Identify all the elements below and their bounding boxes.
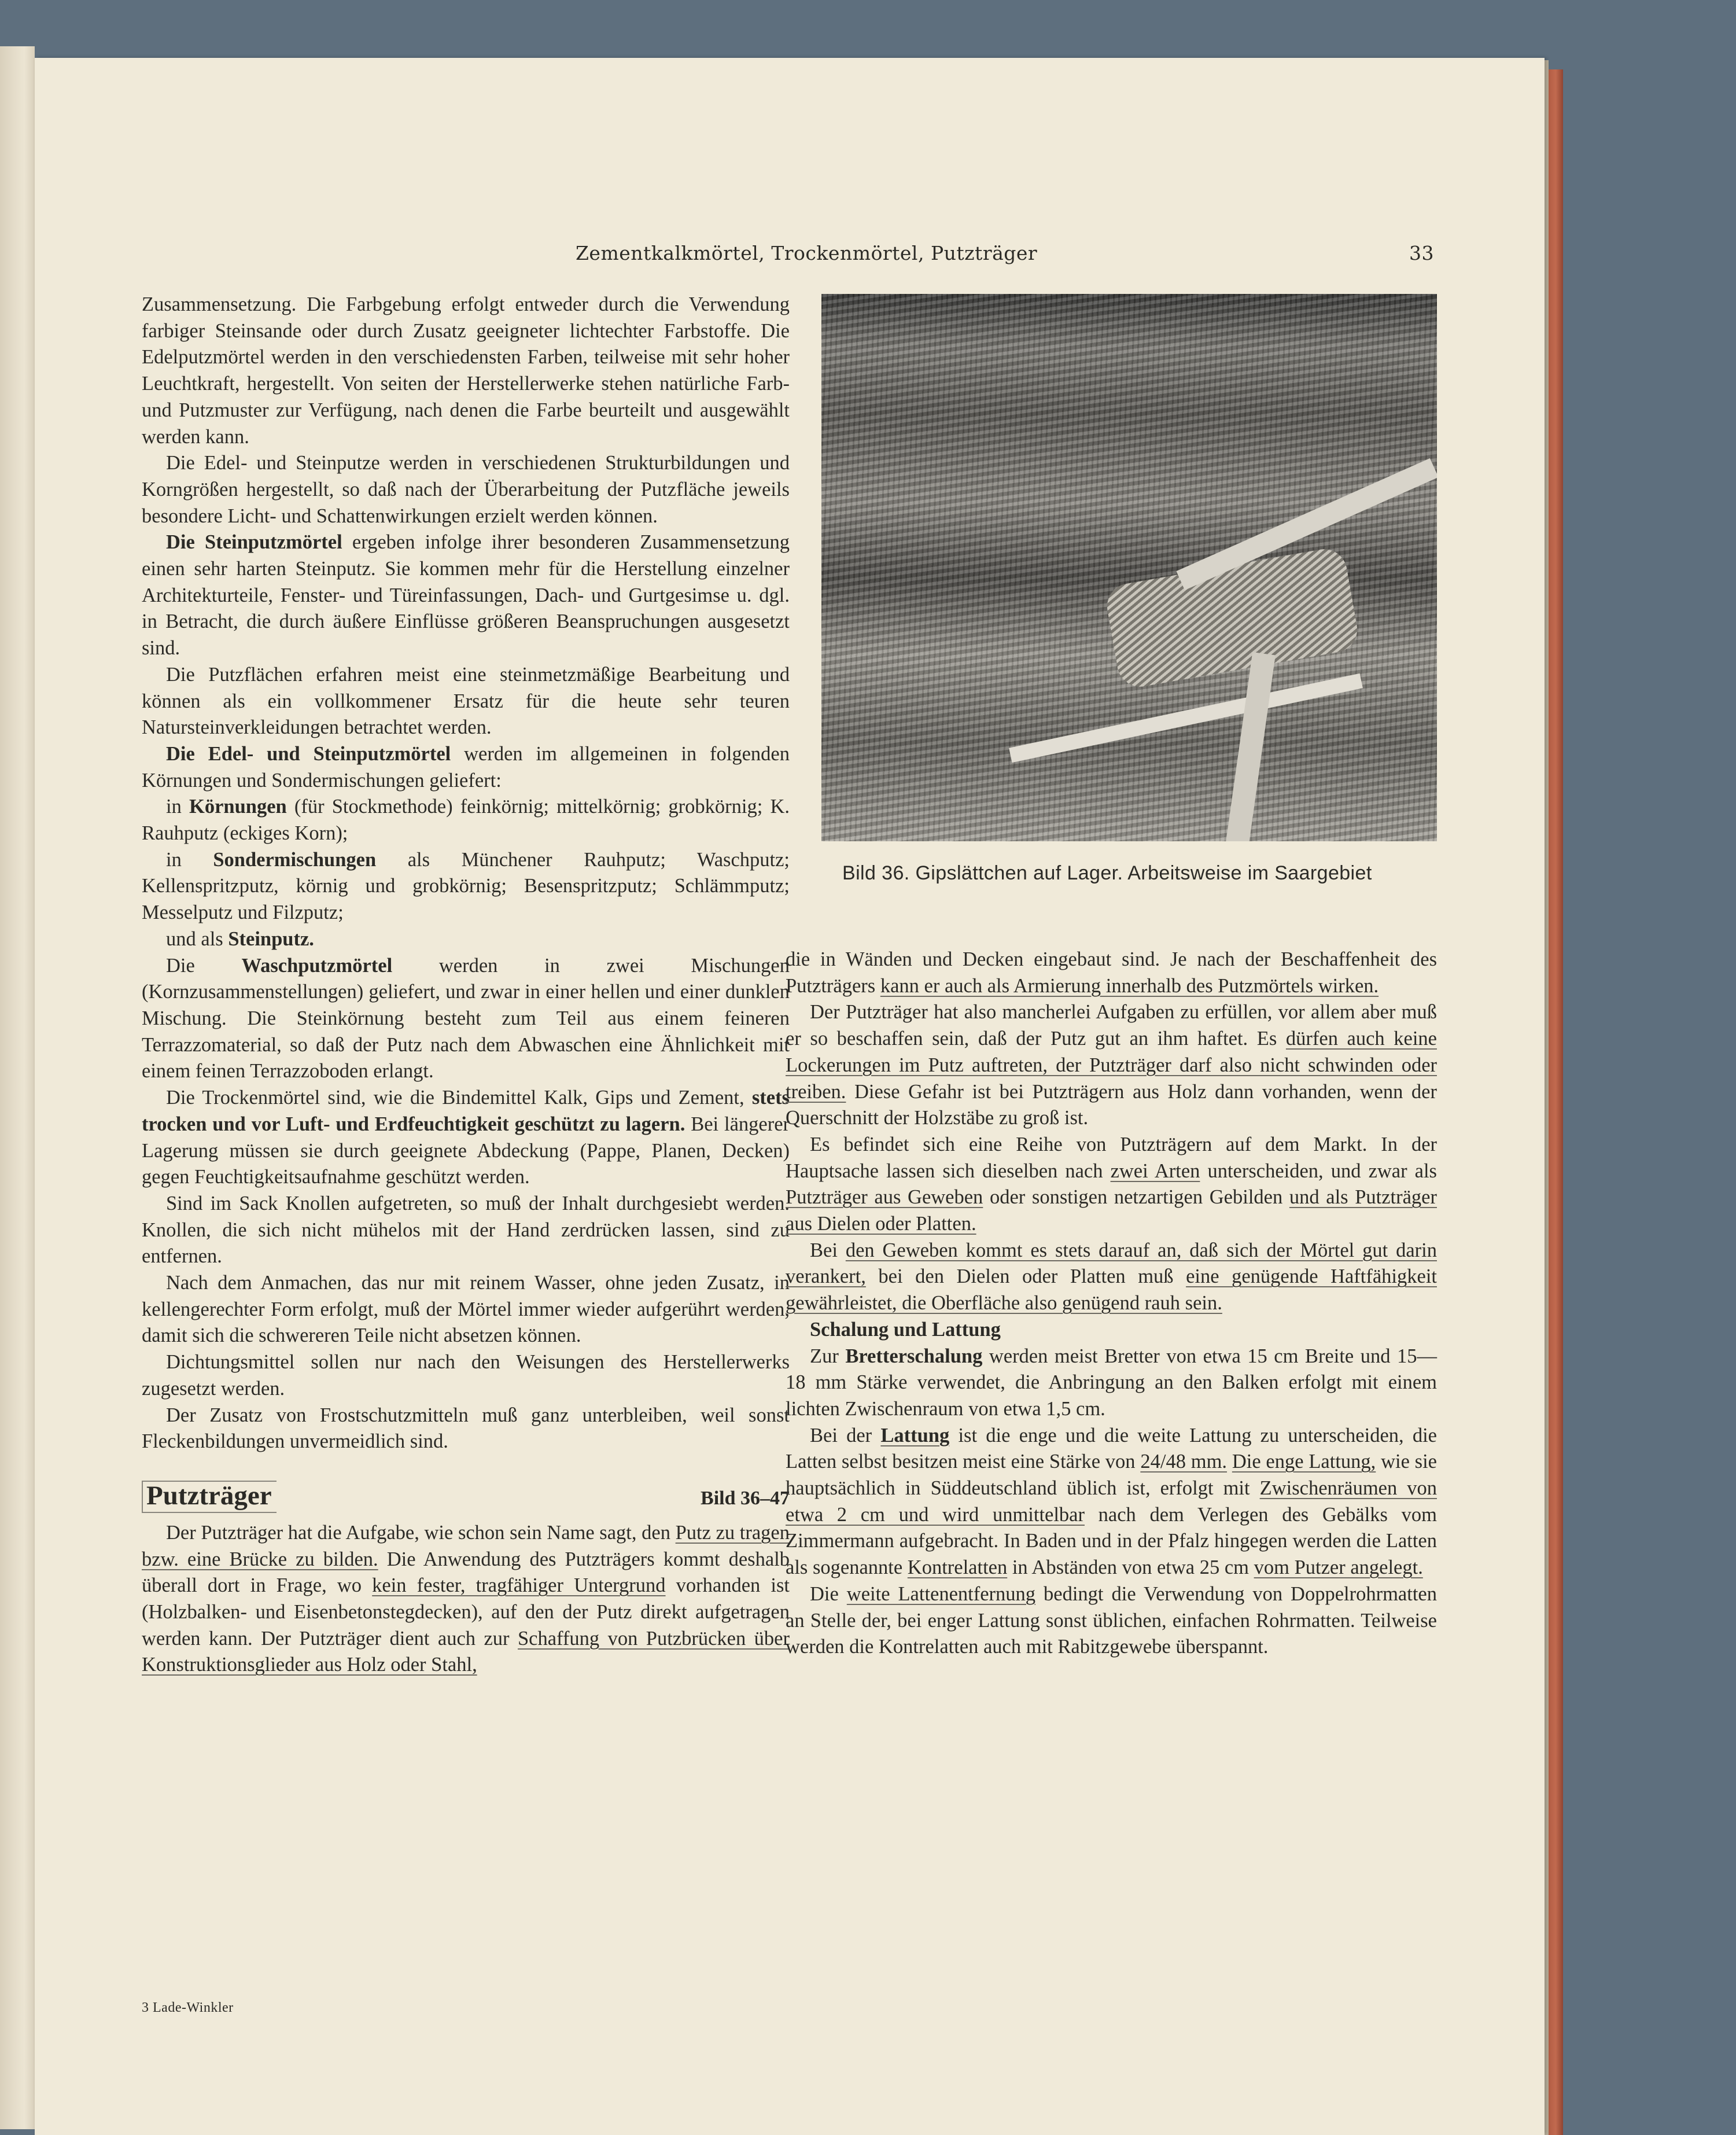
paragraph: Der Zusatz von Frostschutzmitteln muß ganz unterbleiben, weil sonst Fleckenbildungen unvermeidlich sind. — [142, 1404, 790, 1453]
page-footer: 3 Lade-Winkler — [142, 2000, 234, 2015]
list-item: in Sondermischungen als Münchener Rauhputz; Waschputz; Kellenspritzputz, körnig und grobkörnig; Besenspritzputz; Schlämmputz; Messelputz und Filzputz; — [142, 848, 790, 924]
facing-page-edge — [0, 46, 35, 2129]
right-column — [786, 947, 1437, 1661]
paragraph: Die Steinputzmörtel ergeben infolge ihrer besonderen Zusammensetzung einen sehr harten Steinputz. Sie kommen mehr für die Herstellung einzelner Architekturteile, Fenster- und Türeinfassungen, Dach- und Gurtgesimse u. dgl. in Betracht, die durch äußere Einflüsse größeren Beanspruchungen ausgesetzt sind. — [142, 531, 790, 660]
paragraph: Der Putzträger hat die Aufgabe, wie schon sein Name sagt, den Putz zu tragen bzw. eine Brücke zu bilden. Die Anwendung des Putzträgers kommt deshalb überall dort in Frage, wo kein fester, tragfähiger Untergrund vorhanden ist (Holzbalken- und Eisenbetonstegdecken), auf den der Putz direkt aufgetragen werden kann. Der Putzträger dient auch zur Schaffung von Putzbrücken über Konstruktionsglieder aus Holz oder Stahl, — [142, 1521, 790, 1676]
paragraph: Die Waschputzmörtel werden in zwei Mischungen (Kornzusammenstellungen) geliefert, und zwar in einer hellen und einer dunklen Mischung. Die Steinkörnung besteht zum Teil aus einem feineren Terrazzomaterial, so daß der Putz nach dem Abwaschen eine Ähnlichkeit mit einem feinen Terrazzoboden erlangt. — [142, 954, 790, 1083]
paragraph: die in Wänden und Decken eingebaut sind. Je nach der Beschaffenheit des Putzträgers kann er auch als Armierung innerhalb des Putzmörtels wirken. — [786, 948, 1437, 997]
paragraph: Sind im Sack Knollen aufgetreten, so muß der Inhalt durchgesiebt werden. Knollen, die sich nicht mühelos mit der Hand zerdrücken lassen, sind zu entfernen. — [142, 1192, 790, 1268]
header-title: Zementkalkmörtel, Trockenmörtel, Putzträger — [576, 242, 1038, 264]
figure-caption: Bild 36. Gipslättchen auf Lager. Arbeitsweise im Saargebiet — [842, 862, 1372, 884]
section-title: Putzträger — [142, 1481, 277, 1513]
figure-reference: Bild 36–47 — [701, 1487, 790, 1509]
book-page — [35, 58, 1545, 2135]
photo-detail — [1223, 652, 1276, 841]
paragraph: Die weite Lattenentfernung bedingt die Verwendung von Doppelrohrmatten an Stelle der, bei enger Lattung sonst üblichen, einfachen Rohrmatten. Teilweise werden die Kontrelatten auch mit Rabitzgewebe überspannt. — [786, 1582, 1437, 1658]
paragraph: Es befindet sich eine Reihe von Putzträgern auf dem Markt. In der Hauptsache lassen sich dieselben nach zwei Arten unterscheiden, und zwar als Putzträger aus Geweben oder sonstigen netzartigen Gebilden und als Putzträger aus Dielen oder Platten. — [786, 1133, 1437, 1235]
section-heading — [142, 1481, 790, 1520]
paragraph: Zusammensetzung. Die Farbgebung erfolgt entweder durch die Verwendung farbiger Steinsande oder durch Zusatz geeigneter lichtechter Farbstoffe. Die Edelputzmörtel werden in den verschiedensten Farben, teilweise mit sehr hoher Leuchtkraft, hergestellt. Von seiten der Herstellerwerke stehen natürliche Farb- und Putzmuster zur Verfügung, nach denen die Farbe beurteilt und ausgewählt werden kann. — [142, 293, 790, 448]
paragraph: Die Putzflächen erfahren meist eine steinmetzmäßige Bearbeitung und können als ein vollkommener Ersatz für die heute sehr teuren Natursteinverkleidungen betrachtet werden. — [142, 663, 790, 739]
paragraph: Nach dem Anmachen, das nur mit reinem Wasser, ohne jeden Zusatz, in kellengerechter Form erfolgt, muß der Mörtel immer wieder aufgerührt werden, damit sich die schwereren Teile nicht absetzen können. — [142, 1272, 790, 1347]
page-number: 33 — [1409, 242, 1434, 264]
left-column — [142, 292, 790, 1678]
paragraph: Bei der Lattung ist die enge und die weite Lattung zu unterscheiden, die Latten selbst besitzen meist eine Stärke von 24/48 mm. Die enge Lattung, wie sie hauptsächlich in Süddeutschland üblich ist, erfolgt mit Zwischenräumen von etwa 2 cm und wird unmittelbar nach dem Verlegen des Gebälks vom Zimmermann aufgebracht. In Baden und in der Pfalz hingegen werden die Latten als sogenannte Kontrelatten in Abständen von etwa 25 cm vom Putzer angelegt. — [786, 1424, 1437, 1579]
paragraph: Die Trockenmörtel sind, wie die Bindemittel Kalk, Gips und Zement, stets trocken und vor Luft- und Erdfeuchtigkeit geschützt zu lagern. Bei längerer Lagerung müssen sie durch geeignete Abdeckung (Pappe, Planen, Decken) gegen Feuchtigkeitsaufnahme geschützt werden. — [142, 1087, 790, 1188]
paragraph: Der Putzträger hat also mancherlei Aufgaben zu erfüllen, vor allem aber muß er so beschaffen sein, daß der Putz gut an ihm haftet. Es dürfen auch keine Lockerungen im Putz auftreten, der Putzträger darf also nicht schwinden oder treiben. Diese Gefahr ist bei Putzträgern aus Holz dann vorhanden, wenn der Querschnitt der Holzstäbe zu groß ist. — [786, 1001, 1437, 1129]
paragraph: Bei den Geweben kommt es stets darauf an, daß sich der Mörtel gut darin verankert, bei den Dielen oder Platten muß eine genügende Haftfähigkeit gewährleistet, die Oberfläche also genügend rauh sein. — [786, 1239, 1437, 1315]
subsection-title: Schalung und Lattung — [810, 1318, 1001, 1341]
photo-detail — [1009, 673, 1363, 763]
list-item: und als Steinputz. — [166, 927, 314, 950]
paragraph: Zur Bretterschalung werden meist Bretter von etwa 15 cm Breite und 15—18 mm Stärke verwendet, die Anbringung an den Balken erfolgt mit einem lichten Zwischenraum von etwa 1,5 cm. — [786, 1345, 1437, 1420]
paragraph: Die Edel- und Steinputzmörtel werden im allgemeinen in folgenden Körnungen und Sondermischungen geliefert: — [142, 742, 790, 792]
figure-photo — [821, 294, 1437, 841]
running-header — [35, 242, 1452, 268]
paragraph: Die Edel- und Steinputze werden in verschiedenen Strukturbildungen und Korngrößen hergestellt, so daß nach der Überarbeitung der Putzfläche jeweils besondere Licht- und Schattenwirkungen erzielt werden können. — [142, 452, 790, 527]
paragraph: Dichtungsmittel sollen nur nach den Weisungen des Herstellerwerks zugesetzt werden. — [142, 1351, 790, 1400]
list-item: in Körnungen (für Stockmethode) feinkörnig; mittelkörnig; grobkörnig; K. Rauhputz (eckiges Korn); — [142, 796, 790, 845]
